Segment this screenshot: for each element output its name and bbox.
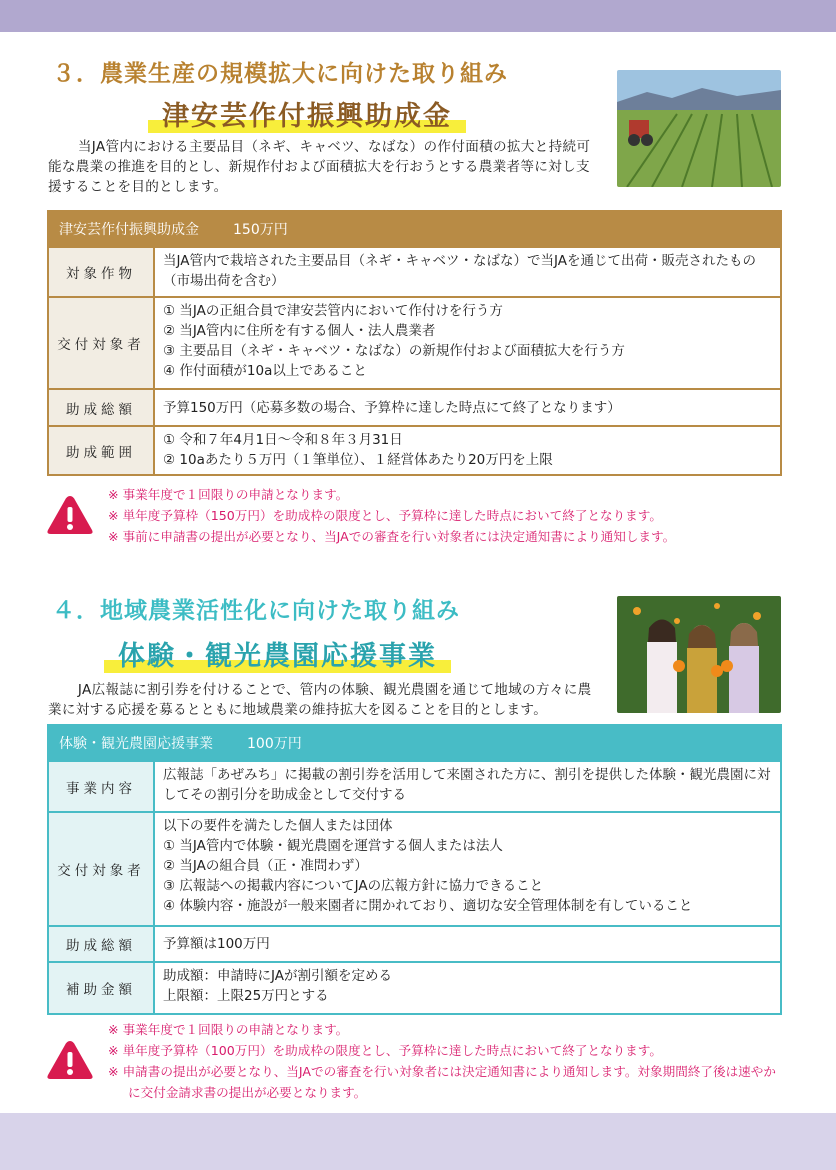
row-value (155, 427, 780, 474)
row-line: ③ 広報誌への掲載内容についてJAの広報方針に協力できること (163, 878, 544, 894)
top-band (0, 0, 836, 32)
section3-title: ３．農業生産の規模拡大に向けた取り組み (52, 61, 508, 87)
row-line: ④ 体験内容・施設が一般来園者に開かれており、適切な安全管理体制を有していること (163, 898, 693, 914)
table-row (49, 760, 780, 811)
row-line: ③ 主要品目（ネギ・キャベツ・なばな）の新規作付および面積拡大を行う方 (163, 343, 625, 359)
section4-title: ４．地域農業活性化に向けた取り組み (52, 598, 460, 624)
field-photo (617, 70, 781, 187)
table-header-amount: 150万円 (233, 222, 288, 238)
row-line: ① 当JAの正組合員で津安芸管内において作付けを行う方 (163, 303, 503, 319)
row-value (155, 298, 780, 388)
row-value (155, 248, 780, 296)
table-row (49, 925, 780, 961)
section3-subtitle (162, 94, 452, 133)
row-line: 当JA管内で栽培された主要品目（ネギ・キャベツ・なばな）で当JAを通じて出荷・販売されたもの（市場出荷を含む） (163, 253, 756, 289)
table-row (49, 388, 780, 425)
bottom-band (0, 1113, 836, 1170)
table-header (49, 212, 780, 246)
row-value (155, 813, 780, 925)
row-line: 以下の要件を満たした個人または団体 (163, 818, 393, 834)
row-line: ① 令和７年4月1日〜令和８年３月31日 (163, 432, 403, 448)
row-line: ④ 作付面積が10a以上であること (163, 363, 367, 379)
table-header-name: 津安芸作付振興助成金 (59, 222, 199, 238)
warning-icon (46, 1039, 94, 1081)
row-line: ② 10aあたり５万円（１筆単位）、１経営体あたり20万円を上限 (163, 452, 553, 468)
row-value (155, 390, 780, 425)
note-item: ※ 事業年度で１回限りの申請となります。 (108, 484, 788, 505)
section3-table (47, 210, 782, 476)
table-row (49, 811, 780, 925)
section4-notes (108, 1019, 788, 1103)
section3-subtitle-text: 津安芸作付振興助成金 (162, 101, 452, 132)
row-value (155, 963, 780, 1013)
table-header (49, 726, 780, 760)
row-line: ② 当JAの組合員（正・准問わず） (163, 858, 368, 874)
table-row (49, 296, 780, 388)
row-label: 事業内容 (49, 762, 155, 811)
note-item: ※ 単年度予算枠（150万円）を助成枠の限度とし、予算枠に達した時点において終了となります。 (108, 505, 788, 526)
row-value (155, 762, 780, 811)
row-value (155, 927, 780, 961)
section4-table (47, 724, 782, 1015)
row-line: 上限額：上限25万円とする (163, 988, 329, 1004)
orchard-photo-image (617, 596, 781, 713)
row-line: ① 当JA管内で体験・観光農園を運営する個人または法人 (163, 838, 503, 854)
section3-intro: 当JA管内における主要品目（ネギ、キャベツ、なばな）の作付面積の拡大と持続可能な農業の推進を目的とし、新規作付および面積拡大を行おうとする農業者等に対し支援することを目的とします。 (48, 139, 591, 195)
table-header-name: 体験・観光農園応援事業 (59, 736, 213, 752)
row-line: 広報誌「あぜみち」に掲載の割引券を活用して来園された方に、割引を提供した体験・観光農園に対してその割引分を助成金として交付する (163, 767, 771, 803)
note-item: ※ 事業年度で１回限りの申請となります。 (108, 1019, 788, 1040)
row-line: 予算150万円（応募多数の場合、予算枠に達した時点にて終了となります） (163, 399, 621, 416)
row-label: 補助金額 (49, 963, 155, 1013)
section4-subtitle-text: 体験・観光農園応援事業 (118, 641, 437, 672)
table-row (49, 961, 780, 1013)
section4-intro: JA広報誌に割引券を付けることで、管内の体験、観光農園を通じて地域の方々に農業に対する応援を募るとともに地域農業の維持拡大を図ることを目的とします。 (48, 682, 592, 718)
table-header-amount: 100万円 (247, 736, 302, 752)
note-item: ※ 申請書の提出が必要となり、当JAでの審査を行い対象者には決定通知書により通知します。対象期間終了後は速やかに交付金請求書の提出が必要となります。 (108, 1061, 788, 1103)
note-item: ※ 単年度予算枠（100万円）を助成枠の限度とし、予算枠に達した時点において終了となります。 (108, 1040, 788, 1061)
table-row (49, 246, 780, 296)
warning-icon (46, 494, 94, 536)
row-label: 助成範囲 (49, 427, 155, 474)
table-row (49, 425, 780, 474)
row-line: ② 当JA管内に住所を有する個人・法人農業者 (163, 323, 436, 339)
row-line: 予算額は100万円 (163, 936, 270, 952)
note-item: ※ 事前に申請書の提出が必要となり、当JAでの審査を行い対象者には決定通知書により通知します。 (108, 526, 788, 547)
row-label: 交付対象者 (49, 813, 155, 925)
orchard-photo (617, 596, 781, 713)
section4-subtitle (118, 634, 437, 673)
field-photo-image (617, 70, 781, 187)
section3-notes (108, 484, 788, 547)
row-label: 交付対象者 (49, 298, 155, 388)
row-label: 助成総額 (49, 927, 155, 961)
row-line: 助成額：申請時にJAが割引額を定める (163, 968, 392, 984)
row-label: 対象作物 (49, 248, 155, 296)
row-label: 助成総額 (49, 390, 155, 425)
